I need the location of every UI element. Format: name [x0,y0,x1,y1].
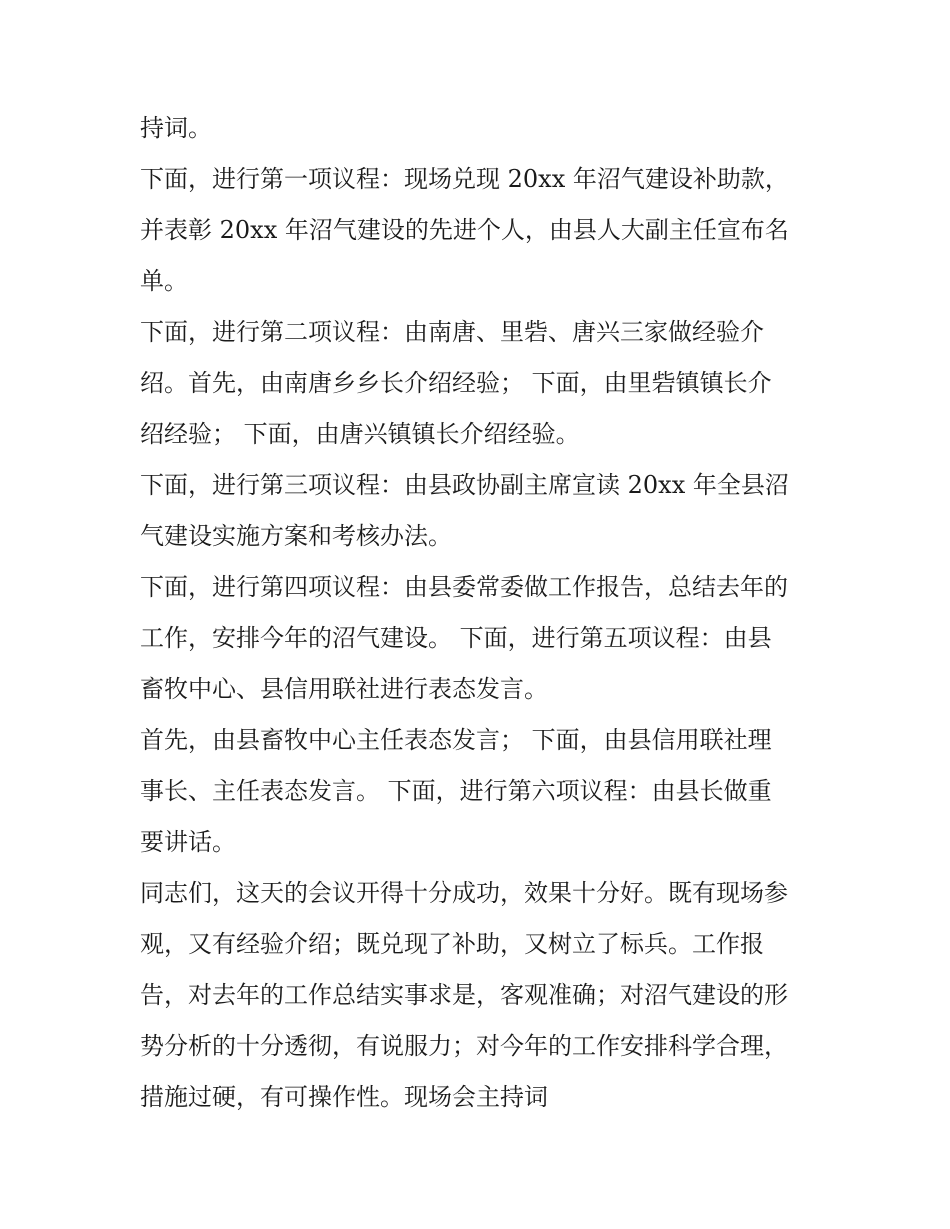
text-line: 措施过硬，有可操作性。现场会主持词 [140,1083,548,1111]
text-line: 持词。 [140,114,212,142]
text-line: 绍经验； 下面，由唐兴镇镇长介绍经验。 [140,420,580,448]
text-line: 下面，进行第一项议程：现场兑现 20xx 年沼气建设补助款， [140,165,789,193]
text-line: 绍。首先，由南唐乡乡长介绍经验； 下面，由里砦镇镇长介 [140,369,772,397]
text-line: 单。 [140,267,188,295]
text-line: 告，对去年的工作总结实事求是，客观准确；对沼气建设的形 [140,981,788,1009]
text-line: 观，又有经验介绍；既兑现了补助，又树立了标兵。工作报 [140,930,764,958]
text-line: 首先，由县畜牧中心主任表态发言； 下面，由县信用联社理 [140,726,772,754]
text-line: 并表彰 20xx 年沼气建设的先进个人，由县人大副主任宣布名 [140,216,789,244]
text-line: 工作，安排今年的沼气建设。 下面，进行第五项议程：由县 [140,624,772,652]
text-line: 要讲话。 [140,828,236,856]
text-line: 气建设实施方案和考核办法。 [140,522,452,550]
text-line: 事长、主任表态发言。 下面，进行第六项议程：由县长做重 [140,777,772,805]
text-line: 畜牧中心、县信用联社进行表态发言。 [140,675,548,703]
text-line: 势分析的十分透彻，有说服力；对今年的工作安排科学合理， [140,1032,788,1060]
document-body [140,103,830,1123]
text-line: 下面，进行第二项议程：由南唐、里砦、唐兴三家做经验介 [140,318,764,346]
text-line: 同志们，这天的会议开得十分成功，效果十分好。既有现场参 [140,879,788,907]
text-line: 下面，进行第三项议程：由县政协副主席宣读 20xx 年全县沼 [140,471,789,499]
text-line: 下面，进行第四项议程：由县委常委做工作报告，总结去年的 [140,573,788,601]
